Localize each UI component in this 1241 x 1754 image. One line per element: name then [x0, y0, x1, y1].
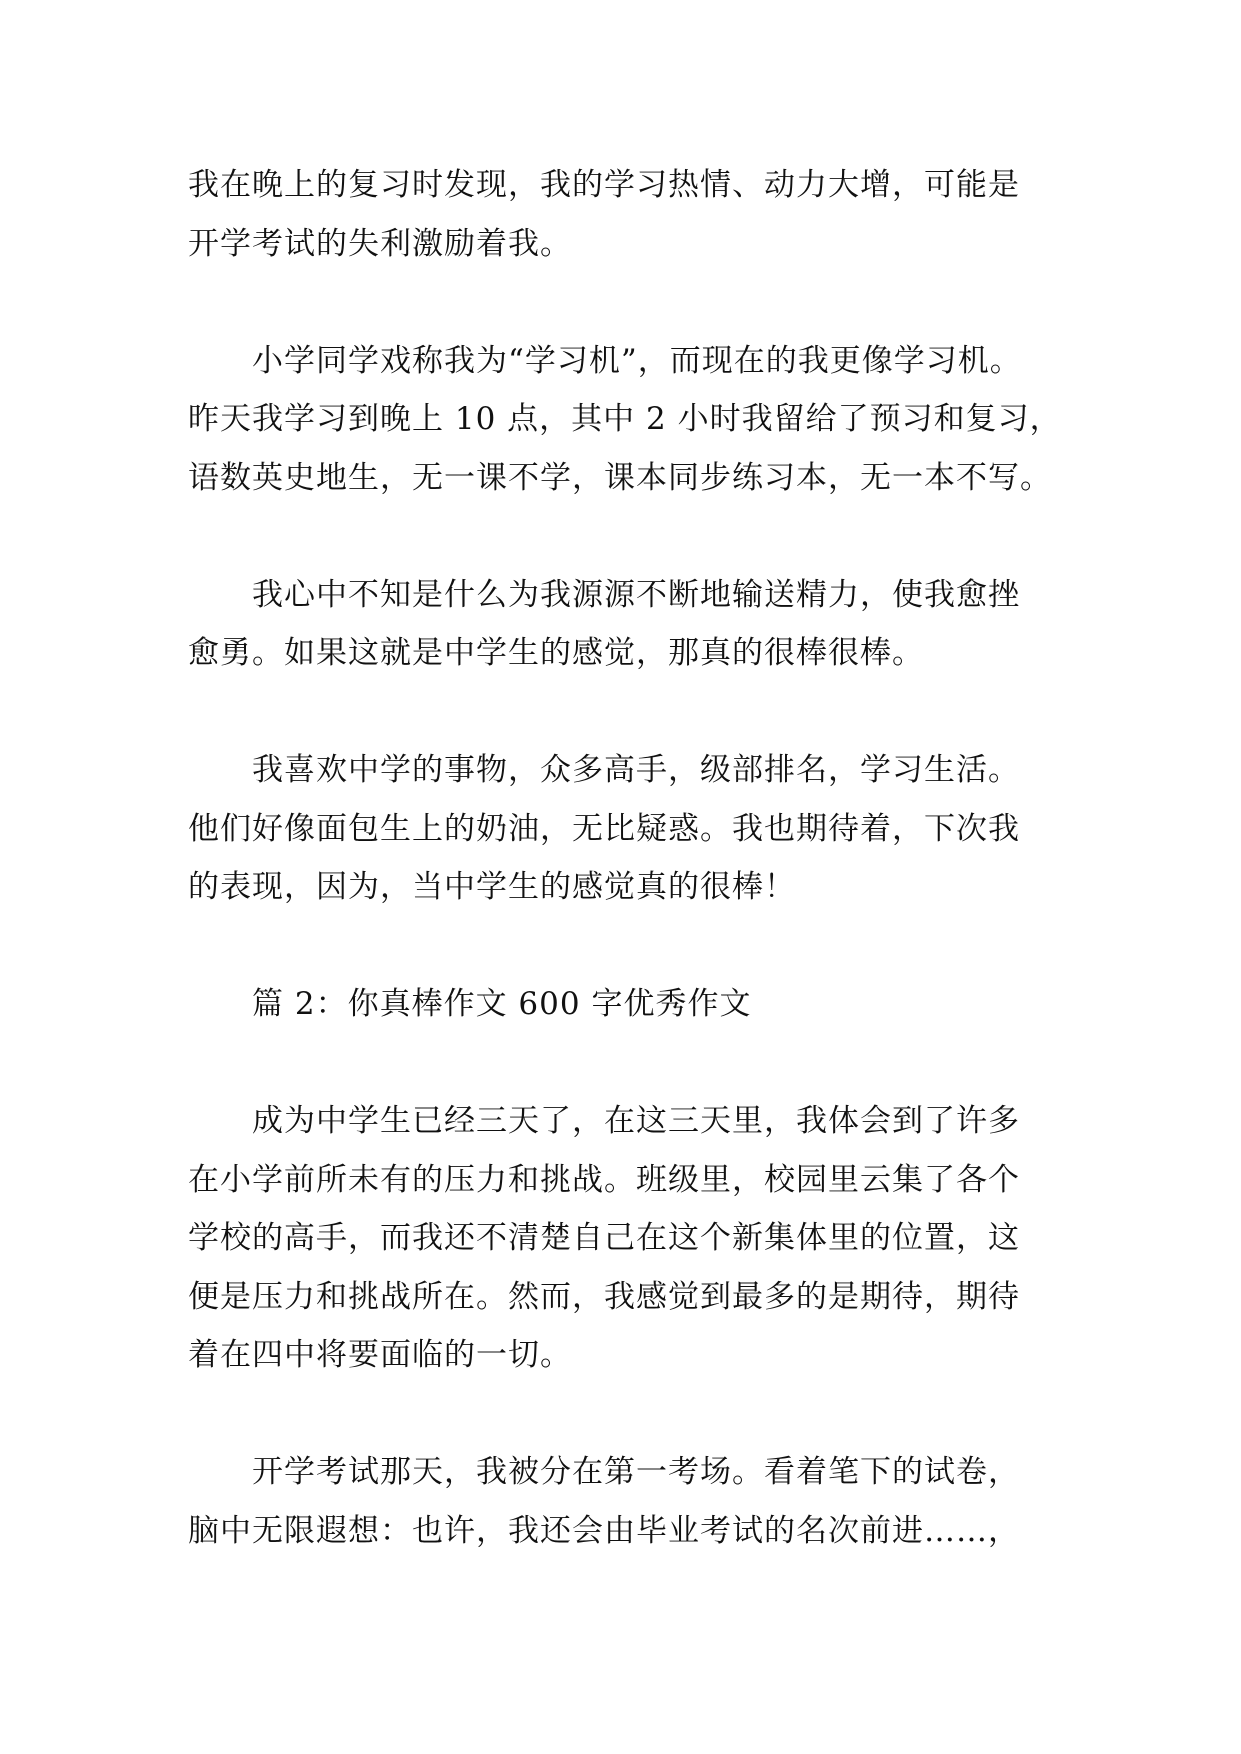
section-heading-text: 篇 2：你真棒作文 600 字优秀作文	[252, 986, 752, 1022]
paragraph-line: 在小学前所未有的压力和挑战。班级里，校园里云集了各个	[188, 1161, 1020, 1198]
paragraph-line: 成为中学生已经三天了，在这三天里，我体会到了许多	[252, 1103, 1020, 1139]
paragraph-line: 昨天我学习到晚上 10 点，其中 2 小时我留给了预习和复习，	[188, 401, 1062, 437]
paragraph-5	[188, 1092, 1058, 1385]
document-body	[188, 156, 1062, 1619]
paragraph-line: 我心中不知是什么为我源源不断地输送精力，使我愈挫	[252, 576, 1020, 613]
paragraph-4	[188, 741, 1058, 917]
paragraph-line: 学校的高手，而我还不清楚自己在这个新集体里的位置，这	[188, 1220, 1020, 1256]
paragraph-line: 我在晚上的复习时发现，我的学习热情、动力大增，可能是	[188, 167, 1020, 203]
paragraph-line: 小学同学戏称我为“学习机”，而现在的我更像学习机。	[252, 342, 1022, 379]
paragraph-line: 便是压力和挑战所在。然而，我感觉到最多的是期待，期待	[188, 1278, 1020, 1315]
paragraph-line: 语数英史地生，无一课不学，课本同步练习本，无一本不写。	[188, 459, 1052, 496]
section-heading	[188, 975, 1058, 1034]
paragraph-6	[188, 1443, 1058, 1560]
paragraph-line: 开学考试那天，我被分在第一考场。看着笔下的试卷，	[252, 1454, 1020, 1490]
paragraph-3	[188, 566, 1058, 683]
paragraph-line: 愈勇。如果这就是中学生的感觉，那真的很棒很棒。	[188, 635, 924, 671]
paragraph-line: 我喜欢中学的事物，众多高手，级部排名，学习生活。	[252, 752, 1020, 788]
paragraph-line: 脑中无限遐想：也许，我还会由毕业考试的名次前进……，	[188, 1512, 1020, 1549]
paragraph-line: 着在四中将要面临的一切。	[188, 1337, 572, 1373]
paragraph-line: 他们好像面包生上的奶油，无比疑惑。我也期待着，下次我	[188, 810, 1020, 847]
paragraph-2	[188, 332, 1062, 508]
paragraph-line: 开学考试的失利激励着我。	[188, 225, 572, 262]
paragraph-1	[188, 156, 1058, 273]
paragraph-line: 的表现，因为，当中学生的感觉真的很棒！	[188, 869, 796, 905]
